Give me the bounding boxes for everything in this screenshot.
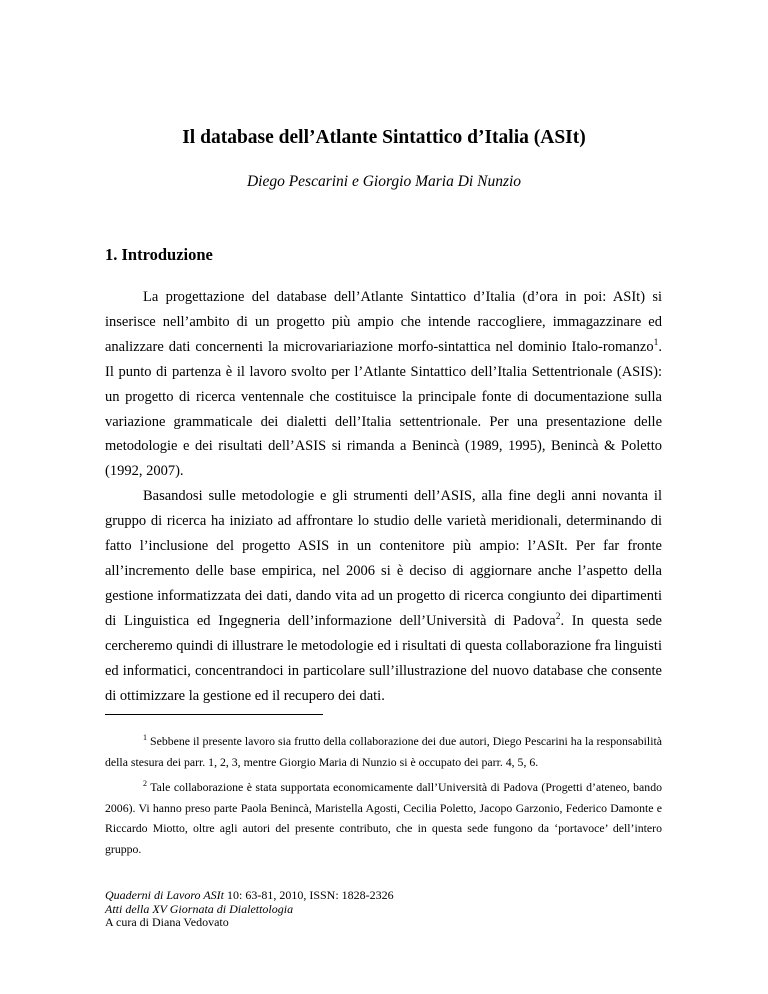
paragraph-2	[105, 484, 662, 708]
paper-title: Il database dell’Atlante Sintattico d’Italia (ASIt)	[182, 127, 586, 148]
footnote-marker-2[interactable]: 2	[555, 611, 561, 622]
footnote-1	[105, 731, 662, 772]
proceedings-title: Atti della XV Giornata di Dialettologia	[105, 901, 294, 916]
body-text	[105, 285, 662, 708]
footnote-1-text: Sebbene il presente lavoro sia frutto della collaborazione dei due autori, Diego Pescarini ha la responsabilità della stesura dei parr. 1, 2, 3, mentre Giorgio Maria di Nunzio si è occupato dei parr. 4, 5, 6.	[105, 734, 662, 769]
paragraph-2-text-b: . In questa sede cercheremo quindi di illustrare le metodologie ed i risultati di questa collaborazione fra linguisti ed informatici, concentrandoci in particolare sull’illustrazione del nuovo database che consente di ottimizzare la gestione ed il recupero dei dati.	[105, 612, 662, 704]
paragraph-1-text-a: La progettazione del database dell’Atlante Sintattico d’Italia (d’ora in poi: ASIt) si inserisce nell’ambito di un progetto più ampio che intende raccogliere, immagazzinare ed analizzare dati concernenti la microvariariazione morfo-sintattica nel dominio Italo-romanzo	[105, 289, 662, 355]
footnote-2-text: Tale collaborazione è stata supportata economicamente dall’Università di Padova (Progetti d’ateneo, bando 2006). Vi hanno preso parte Paola Benincà, Maristella Agosti, Cecilia Poletto, Jacopo Garzonio, Federico Damonte e Riccardo Miotto, oltre agli autori del presente contributo, che in questa sede fungono da ‘portavoce’ dell’intero gruppo.	[105, 780, 662, 856]
editor-credit: A cura di Diana Vedovato	[105, 915, 229, 929]
footnote-2-mark: 2	[143, 779, 147, 789]
publication-footer	[105, 889, 394, 930]
journal-name: Quaderni di Lavoro ASIt	[105, 888, 224, 902]
paragraph-2-text-a: Basandosi sulle metodologie e gli strumenti dell’ASIS, alla fine degli anni novanta il gruppo di ricerca ha iniziato ad affrontare lo studio delle varietà meridionali, determinando di fatto l’inclusione del progetto ASIS in un contenitore più ampio: l’ASIt. Per far fronte all’incremento delle base empirica, nel 2006 si è deciso di aggiornare anche l’aspetto della gestione informatizzata dei dati, dando vita ad un progetto di ricerca congiunto dei dipartimenti di Linguistica ed Ingegneria dell’informazione dell’Università di Padova	[105, 488, 662, 629]
footnote-marker-1[interactable]: 1	[653, 337, 659, 348]
journal-citation	[105, 889, 394, 903]
paragraph-1	[105, 285, 662, 484]
footnote-separator	[105, 714, 323, 715]
section-heading: 1. Introduzione	[105, 245, 213, 264]
paper-authors: Diego Pescarini e Giorgio Maria Di Nunzio	[246, 173, 522, 190]
footnotes	[105, 731, 662, 865]
journal-details: 10: 63-81, 2010, ISSN: 1828-2326	[224, 888, 394, 902]
paragraph-1-text-b: . Il punto di partenza è il lavoro svolto per l’Atlante Sintattico dell’Italia Settentrionale (ASIS): un progetto di ricerca ventennale che costituisce la principale fonte di documentazione sulla variazione grammaticale dei dialetti dell’Italia settentrionale. Per una presentazione delle metodologie e dei risultati dell’ASIS si rimanda a Benincà (1989, 1995), Benincà & Poletto (1992, 2007).	[105, 338, 662, 480]
footnote-2	[105, 777, 662, 859]
footnote-1-mark: 1	[143, 733, 147, 743]
